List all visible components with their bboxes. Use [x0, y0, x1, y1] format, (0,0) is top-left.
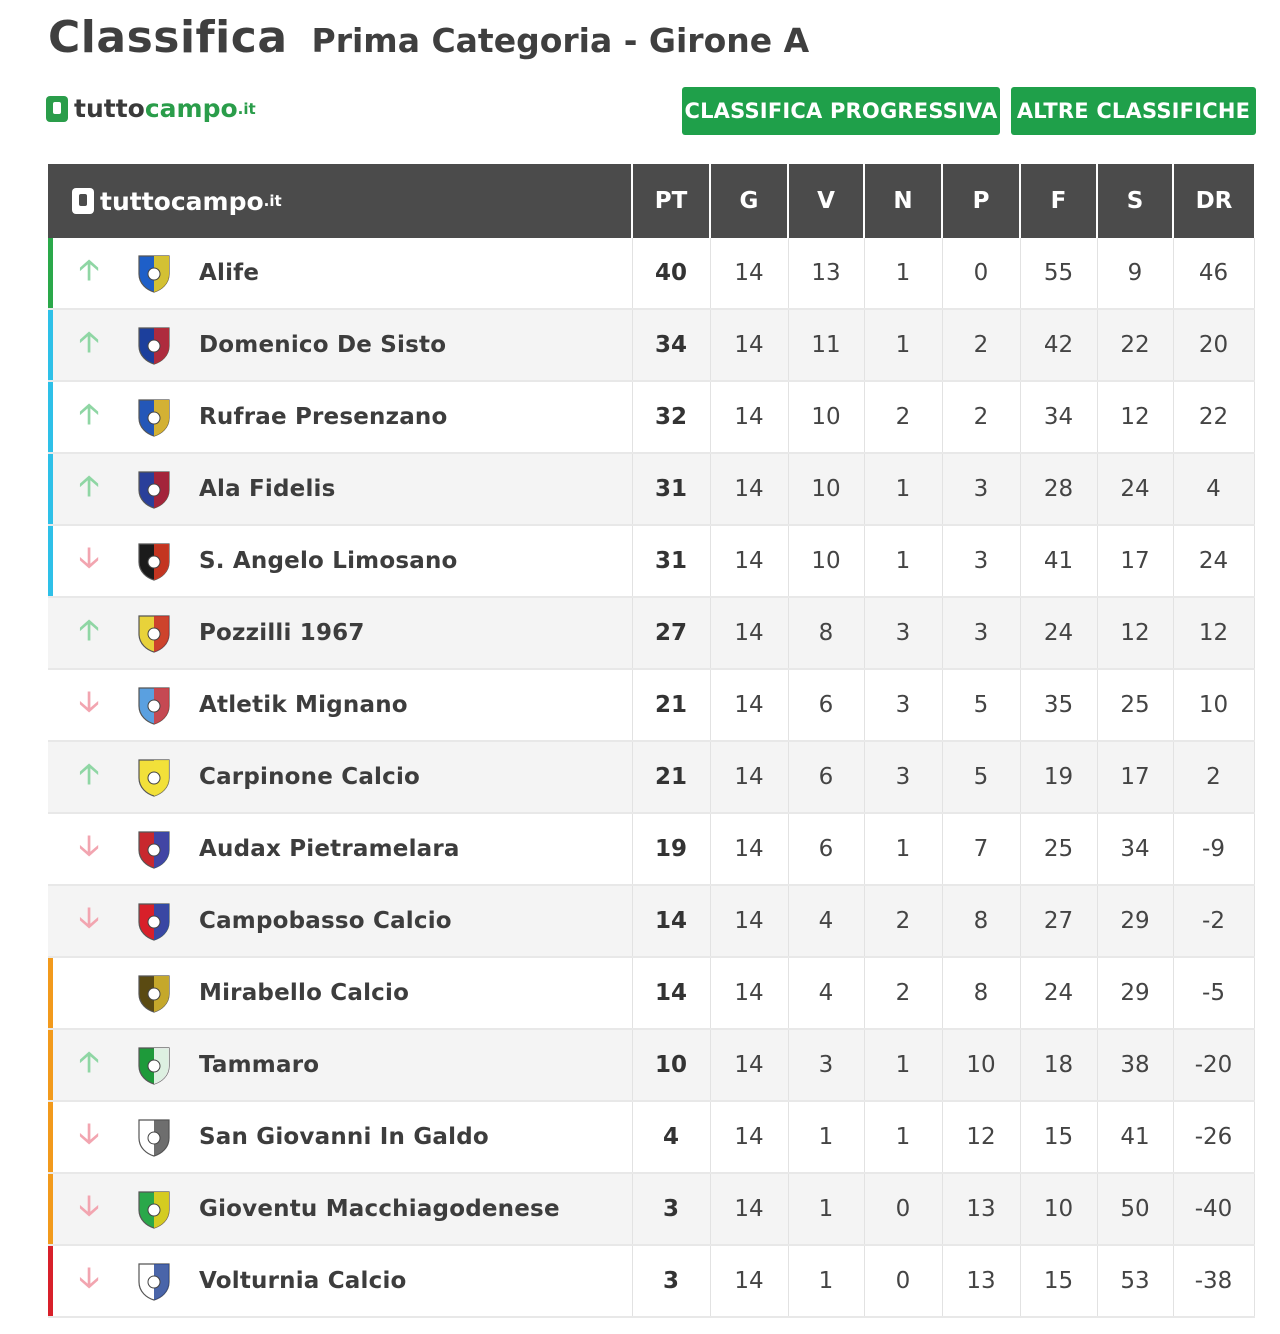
trend-up-icon: 🡡 — [78, 253, 100, 286]
stat-dr: -38 — [1173, 1245, 1254, 1317]
classifica-progressiva-button[interactable]: CLASSIFICA PROGRESSIVA — [682, 87, 1000, 135]
zone-indicator — [48, 958, 53, 1028]
trend-indicator — [53, 1185, 125, 1233]
stat-dr: -26 — [1173, 1101, 1254, 1173]
stat-p: 7 — [942, 813, 1020, 885]
column-header-n[interactable]: N — [864, 164, 942, 238]
trend-indicator — [53, 321, 125, 369]
stat-f: 15 — [1020, 1245, 1097, 1317]
table-row[interactable] — [48, 1173, 1254, 1245]
table-row[interactable] — [48, 1101, 1254, 1173]
stat-p: 2 — [942, 309, 1020, 381]
team-crest-icon — [133, 1260, 175, 1302]
table-row[interactable] — [48, 1029, 1254, 1101]
stat-dr: -2 — [1173, 885, 1254, 957]
stat-f: 42 — [1020, 309, 1097, 381]
stat-n: 2 — [864, 957, 942, 1029]
trend-down-icon: 🡣 — [78, 1261, 100, 1294]
stat-n: 1 — [864, 238, 942, 309]
trend-up-icon: 🡡 — [78, 397, 100, 430]
stat-g: 14 — [710, 238, 788, 309]
stat-dr: 24 — [1173, 525, 1254, 597]
stat-pt: 4 — [632, 1101, 710, 1173]
stat-v: 11 — [788, 309, 864, 381]
stat-pt: 31 — [632, 525, 710, 597]
stat-s: 41 — [1097, 1101, 1173, 1173]
stat-n: 2 — [864, 381, 942, 453]
table-row[interactable] — [48, 885, 1254, 957]
stat-s: 22 — [1097, 309, 1173, 381]
trend-indicator — [53, 1041, 125, 1089]
trend-indicator — [53, 393, 125, 441]
stat-p: 2 — [942, 381, 1020, 453]
stat-g: 14 — [710, 957, 788, 1029]
team-name[interactable]: Ala Fidelis — [199, 476, 336, 502]
team-name[interactable]: Rufrae Presenzano — [199, 404, 448, 430]
stat-dr: -9 — [1173, 813, 1254, 885]
stat-f: 24 — [1020, 597, 1097, 669]
stat-g: 14 — [710, 381, 788, 453]
team-crest-icon — [133, 468, 175, 510]
trend-up-icon: 🡡 — [78, 613, 100, 646]
standings-table — [48, 164, 1255, 1318]
stat-f: 34 — [1020, 381, 1097, 453]
stat-v: 4 — [788, 885, 864, 957]
stat-v: 10 — [788, 381, 864, 453]
trend-indicator — [53, 1113, 125, 1161]
stat-g: 14 — [710, 597, 788, 669]
team-crest-icon — [133, 756, 175, 798]
team-name[interactable]: S. Angelo Limosano — [199, 548, 458, 574]
trend-up-icon: 🡡 — [78, 325, 100, 358]
team-crest-icon — [133, 1116, 175, 1158]
trend-indicator — [53, 537, 125, 585]
stat-p: 3 — [942, 525, 1020, 597]
column-header-f[interactable]: F — [1020, 164, 1097, 238]
table-row[interactable] — [48, 309, 1254, 381]
stat-n: 1 — [864, 813, 942, 885]
stat-pt: 31 — [632, 453, 710, 525]
team-name[interactable]: Tammaro — [199, 1052, 320, 1078]
stat-s: 38 — [1097, 1029, 1173, 1101]
stat-s: 29 — [1097, 885, 1173, 957]
team-cell[interactable] — [48, 1173, 632, 1245]
trend-indicator — [53, 825, 125, 873]
team-cell[interactable] — [48, 1101, 632, 1173]
team-name[interactable]: Campobasso Calcio — [199, 908, 452, 934]
stat-pt: 21 — [632, 741, 710, 813]
column-header-s[interactable]: S — [1097, 164, 1173, 238]
team-crest-icon — [133, 972, 175, 1014]
stat-s: 9 — [1097, 238, 1173, 309]
tuttocampo-logo-icon — [72, 188, 94, 214]
stat-p: 5 — [942, 741, 1020, 813]
team-crest-icon — [133, 684, 175, 726]
stat-p: 5 — [942, 669, 1020, 741]
column-header-p[interactable]: P — [942, 164, 1020, 238]
team-name[interactable]: San Giovanni In Galdo — [199, 1124, 489, 1150]
stat-v: 3 — [788, 1029, 864, 1101]
table-row[interactable] — [48, 813, 1254, 885]
stat-pt: 34 — [632, 309, 710, 381]
stat-p: 8 — [942, 885, 1020, 957]
team-crest-icon — [133, 1044, 175, 1086]
stat-v: 1 — [788, 1245, 864, 1317]
trend-down-icon: 🡣 — [78, 541, 100, 574]
stat-dr: -40 — [1173, 1173, 1254, 1245]
stat-s: 17 — [1097, 741, 1173, 813]
team-cell[interactable] — [48, 525, 632, 597]
stat-g: 14 — [710, 1101, 788, 1173]
stat-s: 17 — [1097, 525, 1173, 597]
trend-up-icon: 🡡 — [78, 1045, 100, 1078]
stat-n: 3 — [864, 597, 942, 669]
stat-n: 1 — [864, 309, 942, 381]
team-cell[interactable] — [48, 309, 632, 381]
stat-f: 41 — [1020, 525, 1097, 597]
trend-up-icon: 🡡 — [78, 757, 100, 790]
stat-n: 1 — [864, 1101, 942, 1173]
stat-n: 2 — [864, 885, 942, 957]
trend-down-icon: 🡣 — [78, 829, 100, 862]
team-cell[interactable] — [48, 669, 632, 741]
trend-indicator — [53, 249, 125, 297]
table-row[interactable] — [48, 453, 1254, 525]
team-cell[interactable] — [48, 957, 632, 1029]
stat-s: 34 — [1097, 813, 1173, 885]
stat-v: 1 — [788, 1101, 864, 1173]
stat-p: 3 — [942, 453, 1020, 525]
stat-s: 12 — [1097, 381, 1173, 453]
stat-g: 14 — [710, 885, 788, 957]
stat-pt: 32 — [632, 381, 710, 453]
team-cell[interactable] — [48, 1245, 632, 1317]
stat-s: 29 — [1097, 957, 1173, 1029]
team-crest-icon — [133, 540, 175, 582]
header-brand-tld: .it — [263, 192, 282, 210]
table-header-brand — [48, 164, 632, 238]
table-row[interactable] — [48, 957, 1254, 1029]
page-title: Classifica — [48, 12, 288, 63]
stat-p: 10 — [942, 1029, 1020, 1101]
stat-n: 0 — [864, 1245, 942, 1317]
team-name[interactable]: Volturnia Calcio — [199, 1268, 407, 1294]
trend-up-icon: 🡡 — [78, 469, 100, 502]
stat-n: 1 — [864, 1029, 942, 1101]
stat-p: 13 — [942, 1173, 1020, 1245]
stat-v: 10 — [788, 453, 864, 525]
team-cell[interactable] — [48, 741, 632, 813]
team-name[interactable]: Alife — [199, 260, 260, 286]
team-cell[interactable] — [48, 813, 632, 885]
stat-dr: 4 — [1173, 453, 1254, 525]
stat-n: 1 — [864, 453, 942, 525]
stat-pt: 14 — [632, 957, 710, 1029]
header-brand-name: tuttocampo — [100, 186, 264, 216]
team-cell[interactable] — [48, 381, 632, 453]
stat-dr: 20 — [1173, 309, 1254, 381]
stat-v: 4 — [788, 957, 864, 1029]
stat-s: 12 — [1097, 597, 1173, 669]
brand-tld: .it — [237, 99, 256, 118]
stat-f: 24 — [1020, 957, 1097, 1029]
stat-g: 14 — [710, 741, 788, 813]
column-header-pt[interactable]: PT — [632, 164, 710, 238]
stat-p: 13 — [942, 1245, 1020, 1317]
stat-pt: 21 — [632, 669, 710, 741]
stat-s: 25 — [1097, 669, 1173, 741]
team-name[interactable]: Carpinone Calcio — [199, 764, 421, 790]
team-name[interactable]: Audax Pietramelara — [199, 836, 460, 862]
stat-f: 25 — [1020, 813, 1097, 885]
stat-dr: -5 — [1173, 957, 1254, 1029]
stat-g: 14 — [710, 813, 788, 885]
table-row[interactable] — [48, 381, 1254, 453]
stat-f: 18 — [1020, 1029, 1097, 1101]
stat-v: 6 — [788, 741, 864, 813]
team-crest-icon — [133, 396, 175, 438]
stat-g: 14 — [710, 1245, 788, 1317]
stat-v: 8 — [788, 597, 864, 669]
stat-s: 53 — [1097, 1245, 1173, 1317]
trend-indicator — [53, 609, 125, 657]
stat-dr: -20 — [1173, 1029, 1254, 1101]
trend-down-icon: 🡣 — [78, 1117, 100, 1150]
team-cell[interactable] — [48, 885, 632, 957]
brand-logo[interactable] — [46, 94, 256, 123]
stat-g: 14 — [710, 669, 788, 741]
stat-s: 50 — [1097, 1173, 1173, 1245]
trend-indicator — [53, 753, 125, 801]
brand-name-a: tutto — [74, 94, 145, 123]
stat-v: 1 — [788, 1173, 864, 1245]
trend-down-icon: 🡣 — [78, 901, 100, 934]
stat-dr: 2 — [1173, 741, 1254, 813]
altre-classifiche-button[interactable]: ALTRE CLASSIFICHE — [1011, 87, 1256, 135]
team-name[interactable]: Atletik Mignano — [199, 692, 408, 718]
stat-f: 27 — [1020, 885, 1097, 957]
team-crest-icon — [133, 252, 175, 294]
page-subtitle: Prima Categoria - Girone A — [311, 21, 810, 60]
stat-p: 0 — [942, 238, 1020, 309]
stat-f: 35 — [1020, 669, 1097, 741]
stat-pt: 27 — [632, 597, 710, 669]
team-name[interactable]: Gioventu Macchiagodenese — [199, 1196, 560, 1222]
stat-p: 8 — [942, 957, 1020, 1029]
team-cell[interactable] — [48, 597, 632, 669]
team-crest-icon — [133, 324, 175, 366]
stat-n: 1 — [864, 525, 942, 597]
team-cell[interactable] — [48, 1029, 632, 1101]
stat-n: 3 — [864, 741, 942, 813]
team-crest-icon — [133, 828, 175, 870]
stat-v: 13 — [788, 238, 864, 309]
stat-g: 14 — [710, 1173, 788, 1245]
team-cell[interactable] — [48, 238, 632, 309]
table-row[interactable] — [48, 238, 1254, 309]
trend-indicator — [53, 897, 125, 945]
column-header-g[interactable]: G — [710, 164, 788, 238]
stat-f: 28 — [1020, 453, 1097, 525]
standings-body — [48, 238, 1254, 1317]
team-cell[interactable] — [48, 453, 632, 525]
table-row[interactable] — [48, 1245, 1254, 1317]
page-header — [48, 12, 809, 63]
team-name[interactable]: Mirabello Calcio — [199, 980, 410, 1006]
stat-g: 14 — [710, 309, 788, 381]
team-name[interactable]: Domenico De Sisto — [199, 332, 447, 358]
stat-g: 14 — [710, 525, 788, 597]
table-row[interactable] — [48, 597, 1254, 669]
stat-f: 15 — [1020, 1101, 1097, 1173]
table-header-row — [48, 164, 1254, 238]
team-crest-icon — [133, 1188, 175, 1230]
trend-indicator — [53, 465, 125, 513]
table-row[interactable] — [48, 669, 1254, 741]
table-row[interactable] — [48, 525, 1254, 597]
table-row[interactable] — [48, 741, 1254, 813]
team-crest-icon — [133, 612, 175, 654]
stat-pt: 19 — [632, 813, 710, 885]
stat-g: 14 — [710, 453, 788, 525]
stat-pt: 3 — [632, 1173, 710, 1245]
stat-dr: 46 — [1173, 238, 1254, 309]
stat-n: 3 — [864, 669, 942, 741]
stat-g: 14 — [710, 1029, 788, 1101]
team-name[interactable]: Pozzilli 1967 — [199, 620, 365, 646]
stat-pt: 3 — [632, 1245, 710, 1317]
trend-down-icon: 🡣 — [78, 1189, 100, 1222]
team-crest-icon — [133, 900, 175, 942]
stat-dr: 22 — [1173, 381, 1254, 453]
stat-pt: 14 — [632, 885, 710, 957]
stat-n: 0 — [864, 1173, 942, 1245]
stat-v: 10 — [788, 525, 864, 597]
stat-pt: 40 — [632, 238, 710, 309]
stat-dr: 10 — [1173, 669, 1254, 741]
stat-s: 24 — [1097, 453, 1173, 525]
tuttocampo-logo-icon — [46, 96, 68, 122]
trend-indicator — [53, 681, 125, 729]
trend-down-icon: 🡣 — [78, 685, 100, 718]
stat-pt: 10 — [632, 1029, 710, 1101]
trend-indicator — [53, 1257, 125, 1305]
stat-v: 6 — [788, 813, 864, 885]
stat-p: 3 — [942, 597, 1020, 669]
stat-f: 10 — [1020, 1173, 1097, 1245]
stat-f: 55 — [1020, 238, 1097, 309]
column-header-v[interactable]: V — [788, 164, 864, 238]
stat-dr: 12 — [1173, 597, 1254, 669]
stat-p: 12 — [942, 1101, 1020, 1173]
stat-f: 19 — [1020, 741, 1097, 813]
stat-v: 6 — [788, 669, 864, 741]
column-header-dr[interactable]: DR — [1173, 164, 1254, 238]
brand-name-b: campo — [144, 94, 238, 123]
